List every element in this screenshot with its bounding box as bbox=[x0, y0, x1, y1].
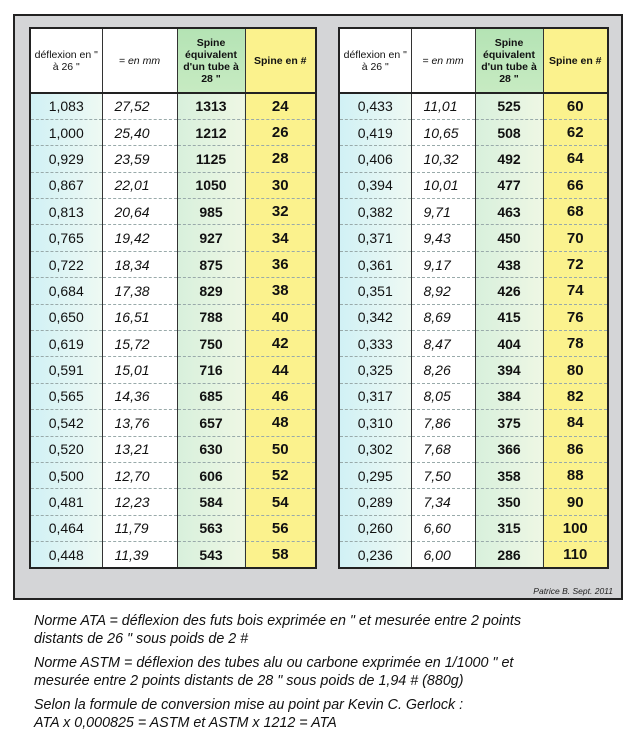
cell-spine-pounds: 48 bbox=[245, 410, 316, 436]
cell-deflection-inches: 0,542 bbox=[30, 410, 102, 436]
cell-spine-equivalent: 750 bbox=[177, 331, 245, 357]
cell-spine-pounds: 36 bbox=[245, 251, 316, 277]
cell-deflection-mm: 16,51 bbox=[102, 304, 177, 330]
cell-spine-pounds: 110 bbox=[543, 542, 608, 568]
table-row bbox=[30, 383, 316, 409]
cell-spine-pounds: 64 bbox=[543, 146, 608, 172]
table-row bbox=[30, 436, 316, 462]
notes-section bbox=[34, 612, 614, 738]
cell-spine-equivalent: 985 bbox=[177, 199, 245, 225]
table-row bbox=[339, 225, 608, 251]
cell-spine-pounds: 56 bbox=[245, 515, 316, 541]
cell-spine-equivalent: 426 bbox=[475, 278, 543, 304]
cell-deflection-mm: 27,52 bbox=[102, 93, 177, 119]
table-row bbox=[30, 199, 316, 225]
cell-deflection-mm: 11,01 bbox=[411, 93, 475, 119]
cell-deflection-inches: 0,500 bbox=[30, 462, 102, 488]
table-row bbox=[30, 278, 316, 304]
cell-spine-equivalent: 563 bbox=[177, 515, 245, 541]
cell-spine-equivalent: 508 bbox=[475, 119, 543, 145]
cell-spine-equivalent: 657 bbox=[177, 410, 245, 436]
table-row bbox=[30, 172, 316, 198]
cell-deflection-mm: 12,23 bbox=[102, 489, 177, 515]
cell-spine-equivalent: 525 bbox=[475, 93, 543, 119]
astm-note: Norme ASTM = déflexion des tubes alu ou carbone exprimée en 1/1000 " et mesurée entre 2 points distants de 28 " sous poids de 1,94 # (880g) bbox=[34, 655, 514, 689]
cell-deflection-inches: 0,619 bbox=[30, 331, 102, 357]
cell-deflection-mm: 12,70 bbox=[102, 462, 177, 488]
table-row bbox=[339, 542, 608, 568]
cell-spine-equivalent: 716 bbox=[177, 357, 245, 383]
table-row bbox=[30, 357, 316, 383]
cell-deflection-inches: 0,765 bbox=[30, 225, 102, 251]
cell-spine-pounds: 80 bbox=[543, 357, 608, 383]
cell-deflection-mm: 15,72 bbox=[102, 331, 177, 357]
cell-deflection-inches: 0,260 bbox=[339, 515, 411, 541]
cell-spine-pounds: 88 bbox=[543, 462, 608, 488]
header-deflection-mm: = en mm bbox=[411, 28, 475, 93]
cell-spine-equivalent: 366 bbox=[475, 436, 543, 462]
header-spine-equivalent: Spine équivalent d'un tube à 28 " bbox=[475, 28, 543, 93]
cell-deflection-mm: 18,34 bbox=[102, 251, 177, 277]
table-row bbox=[339, 515, 608, 541]
header-deflection-mm: = en mm bbox=[102, 28, 177, 93]
cell-spine-equivalent: 788 bbox=[177, 304, 245, 330]
cell-deflection-mm: 8,26 bbox=[411, 357, 475, 383]
table-row bbox=[30, 542, 316, 568]
table-row bbox=[30, 462, 316, 488]
cell-deflection-inches: 1,083 bbox=[30, 93, 102, 119]
cell-deflection-mm: 8,92 bbox=[411, 278, 475, 304]
cell-deflection-mm: 8,69 bbox=[411, 304, 475, 330]
cell-spine-equivalent: 543 bbox=[177, 542, 245, 568]
cell-deflection-mm: 15,01 bbox=[102, 357, 177, 383]
header-spine-pounds: Spine en # bbox=[543, 28, 608, 93]
cell-deflection-inches: 0,419 bbox=[339, 119, 411, 145]
cell-spine-pounds: 52 bbox=[245, 462, 316, 488]
cell-spine-pounds: 54 bbox=[245, 489, 316, 515]
cell-spine-pounds: 70 bbox=[543, 225, 608, 251]
header-deflection-inches: déflexion en " à 26 " bbox=[339, 28, 411, 93]
cell-deflection-mm: 10,65 bbox=[411, 119, 475, 145]
table-row bbox=[339, 172, 608, 198]
cell-deflection-mm: 9,71 bbox=[411, 199, 475, 225]
cell-deflection-inches: 0,295 bbox=[339, 462, 411, 488]
cell-spine-pounds: 82 bbox=[543, 383, 608, 409]
cell-deflection-inches: 0,361 bbox=[339, 251, 411, 277]
cell-spine-pounds: 62 bbox=[543, 119, 608, 145]
cell-spine-equivalent: 438 bbox=[475, 251, 543, 277]
cell-deflection-mm: 6,00 bbox=[411, 542, 475, 568]
cell-deflection-mm: 13,21 bbox=[102, 436, 177, 462]
cell-spine-equivalent: 829 bbox=[177, 278, 245, 304]
table-row bbox=[30, 515, 316, 541]
right-spine-table bbox=[338, 27, 609, 569]
cell-spine-pounds: 30 bbox=[245, 172, 316, 198]
left-spine-table bbox=[29, 27, 317, 569]
cell-spine-equivalent: 1125 bbox=[177, 146, 245, 172]
table-row bbox=[339, 357, 608, 383]
table-row bbox=[339, 278, 608, 304]
cell-spine-pounds: 26 bbox=[245, 119, 316, 145]
cell-deflection-mm: 11,79 bbox=[102, 515, 177, 541]
cell-deflection-inches: 0,481 bbox=[30, 489, 102, 515]
cell-deflection-mm: 25,40 bbox=[102, 119, 177, 145]
cell-spine-equivalent: 358 bbox=[475, 462, 543, 488]
cell-spine-pounds: 84 bbox=[543, 410, 608, 436]
cell-spine-equivalent: 375 bbox=[475, 410, 543, 436]
cell-deflection-inches: 0,310 bbox=[339, 410, 411, 436]
cell-spine-equivalent: 875 bbox=[177, 251, 245, 277]
cell-spine-equivalent: 927 bbox=[177, 225, 245, 251]
header-spine-equivalent: Spine équivalent d'un tube à 28 " bbox=[177, 28, 245, 93]
cell-spine-equivalent: 685 bbox=[177, 383, 245, 409]
cell-deflection-inches: 0,591 bbox=[30, 357, 102, 383]
cell-deflection-inches: 0,302 bbox=[339, 436, 411, 462]
cell-spine-equivalent: 477 bbox=[475, 172, 543, 198]
cell-spine-pounds: 38 bbox=[245, 278, 316, 304]
table-row bbox=[339, 146, 608, 172]
cell-spine-equivalent: 315 bbox=[475, 515, 543, 541]
table-row bbox=[339, 199, 608, 225]
cell-spine-pounds: 28 bbox=[245, 146, 316, 172]
cell-spine-pounds: 66 bbox=[543, 172, 608, 198]
cell-deflection-inches: 0,650 bbox=[30, 304, 102, 330]
cell-deflection-mm: 7,50 bbox=[411, 462, 475, 488]
cell-spine-equivalent: 394 bbox=[475, 357, 543, 383]
cell-spine-equivalent: 415 bbox=[475, 304, 543, 330]
conversion-formula-note: Selon la formule de conversion mise au point par Kevin C. Gerlock : ATA x 0,000825 = ASTM et ASTM x 1212 = ATA bbox=[34, 697, 464, 731]
cell-spine-pounds: 76 bbox=[543, 304, 608, 330]
cell-deflection-mm: 9,43 bbox=[411, 225, 475, 251]
table-header-row bbox=[339, 28, 608, 93]
cell-deflection-inches: 0,325 bbox=[339, 357, 411, 383]
cell-deflection-inches: 0,433 bbox=[339, 93, 411, 119]
cell-deflection-inches: 0,448 bbox=[30, 542, 102, 568]
cell-deflection-inches: 0,684 bbox=[30, 278, 102, 304]
cell-deflection-inches: 0,520 bbox=[30, 436, 102, 462]
cell-deflection-inches: 0,565 bbox=[30, 383, 102, 409]
table-row bbox=[339, 119, 608, 145]
cell-deflection-mm: 9,17 bbox=[411, 251, 475, 277]
cell-deflection-inches: 0,317 bbox=[339, 383, 411, 409]
cell-deflection-mm: 14,36 bbox=[102, 383, 177, 409]
cell-deflection-mm: 8,05 bbox=[411, 383, 475, 409]
header-deflection-inches: déflexion en " à 26 " bbox=[30, 28, 102, 93]
table-row bbox=[339, 331, 608, 357]
cell-spine-pounds: 34 bbox=[245, 225, 316, 251]
table-row bbox=[339, 410, 608, 436]
cell-deflection-inches: 0,333 bbox=[339, 331, 411, 357]
cell-spine-equivalent: 450 bbox=[475, 225, 543, 251]
table-row bbox=[30, 93, 316, 119]
cell-spine-pounds: 24 bbox=[245, 93, 316, 119]
cell-deflection-inches: 0,929 bbox=[30, 146, 102, 172]
cell-spine-pounds: 50 bbox=[245, 436, 316, 462]
cell-spine-equivalent: 1313 bbox=[177, 93, 245, 119]
cell-deflection-inches: 0,722 bbox=[30, 251, 102, 277]
table-row bbox=[30, 225, 316, 251]
cell-deflection-inches: 0,371 bbox=[339, 225, 411, 251]
cell-spine-pounds: 72 bbox=[543, 251, 608, 277]
cell-deflection-inches: 0,867 bbox=[30, 172, 102, 198]
cell-spine-equivalent: 384 bbox=[475, 383, 543, 409]
table-row bbox=[339, 93, 608, 119]
cell-deflection-mm: 22,01 bbox=[102, 172, 177, 198]
cell-spine-equivalent: 463 bbox=[475, 199, 543, 225]
cell-spine-equivalent: 584 bbox=[177, 489, 245, 515]
cell-spine-pounds: 90 bbox=[543, 489, 608, 515]
cell-deflection-mm: 10,32 bbox=[411, 146, 475, 172]
cell-spine-equivalent: 492 bbox=[475, 146, 543, 172]
table-row bbox=[339, 436, 608, 462]
cell-spine-pounds: 44 bbox=[245, 357, 316, 383]
cell-deflection-inches: 1,000 bbox=[30, 119, 102, 145]
cell-spine-equivalent: 286 bbox=[475, 542, 543, 568]
cell-deflection-mm: 17,38 bbox=[102, 278, 177, 304]
cell-spine-pounds: 86 bbox=[543, 436, 608, 462]
cell-spine-pounds: 78 bbox=[543, 331, 608, 357]
table-row bbox=[339, 462, 608, 488]
cell-deflection-mm: 7,34 bbox=[411, 489, 475, 515]
cell-spine-equivalent: 350 bbox=[475, 489, 543, 515]
table-row bbox=[339, 489, 608, 515]
cell-spine-equivalent: 1050 bbox=[177, 172, 245, 198]
table-row bbox=[339, 304, 608, 330]
cell-deflection-inches: 0,351 bbox=[339, 278, 411, 304]
cell-deflection-inches: 0,813 bbox=[30, 199, 102, 225]
cell-deflection-mm: 8,47 bbox=[411, 331, 475, 357]
cell-spine-pounds: 68 bbox=[543, 199, 608, 225]
cell-deflection-inches: 0,406 bbox=[339, 146, 411, 172]
table-row bbox=[339, 383, 608, 409]
cell-deflection-inches: 0,382 bbox=[339, 199, 411, 225]
table-row bbox=[339, 251, 608, 277]
cell-spine-equivalent: 630 bbox=[177, 436, 245, 462]
header-spine-pounds: Spine en # bbox=[245, 28, 316, 93]
cell-spine-pounds: 40 bbox=[245, 304, 316, 330]
cell-deflection-inches: 0,394 bbox=[339, 172, 411, 198]
cell-deflection-mm: 7,86 bbox=[411, 410, 475, 436]
cell-deflection-mm: 20,64 bbox=[102, 199, 177, 225]
ata-note: Norme ATA = déflexion des futs bois exprimée en " et mesurée entre 2 points distants de 26 " sous poids de 2 # bbox=[34, 613, 522, 647]
spine-chart-panel bbox=[13, 14, 623, 600]
cell-deflection-inches: 0,236 bbox=[339, 542, 411, 568]
cell-spine-pounds: 42 bbox=[245, 331, 316, 357]
cell-deflection-mm: 6,60 bbox=[411, 515, 475, 541]
cell-deflection-inches: 0,464 bbox=[30, 515, 102, 541]
cell-deflection-mm: 7,68 bbox=[411, 436, 475, 462]
table-header-row bbox=[30, 28, 316, 93]
table-row bbox=[30, 146, 316, 172]
cell-deflection-inches: 0,342 bbox=[339, 304, 411, 330]
cell-deflection-inches: 0,289 bbox=[339, 489, 411, 515]
cell-spine-pounds: 74 bbox=[543, 278, 608, 304]
author-signature: Patrice B. Sept. 2011 bbox=[533, 586, 613, 596]
cell-spine-pounds: 32 bbox=[245, 199, 316, 225]
cell-deflection-mm: 13,76 bbox=[102, 410, 177, 436]
cell-spine-pounds: 58 bbox=[245, 542, 316, 568]
cell-spine-equivalent: 1212 bbox=[177, 119, 245, 145]
cell-spine-pounds: 60 bbox=[543, 93, 608, 119]
table-row bbox=[30, 410, 316, 436]
cell-deflection-mm: 10,01 bbox=[411, 172, 475, 198]
cell-spine-pounds: 46 bbox=[245, 383, 316, 409]
cell-spine-equivalent: 606 bbox=[177, 462, 245, 488]
cell-deflection-mm: 23,59 bbox=[102, 146, 177, 172]
cell-spine-equivalent: 404 bbox=[475, 331, 543, 357]
table-row bbox=[30, 119, 316, 145]
cell-spine-pounds: 100 bbox=[543, 515, 608, 541]
table-row bbox=[30, 489, 316, 515]
table-row bbox=[30, 251, 316, 277]
cell-deflection-mm: 11,39 bbox=[102, 542, 177, 568]
table-row bbox=[30, 331, 316, 357]
cell-deflection-mm: 19,42 bbox=[102, 225, 177, 251]
table-row bbox=[30, 304, 316, 330]
